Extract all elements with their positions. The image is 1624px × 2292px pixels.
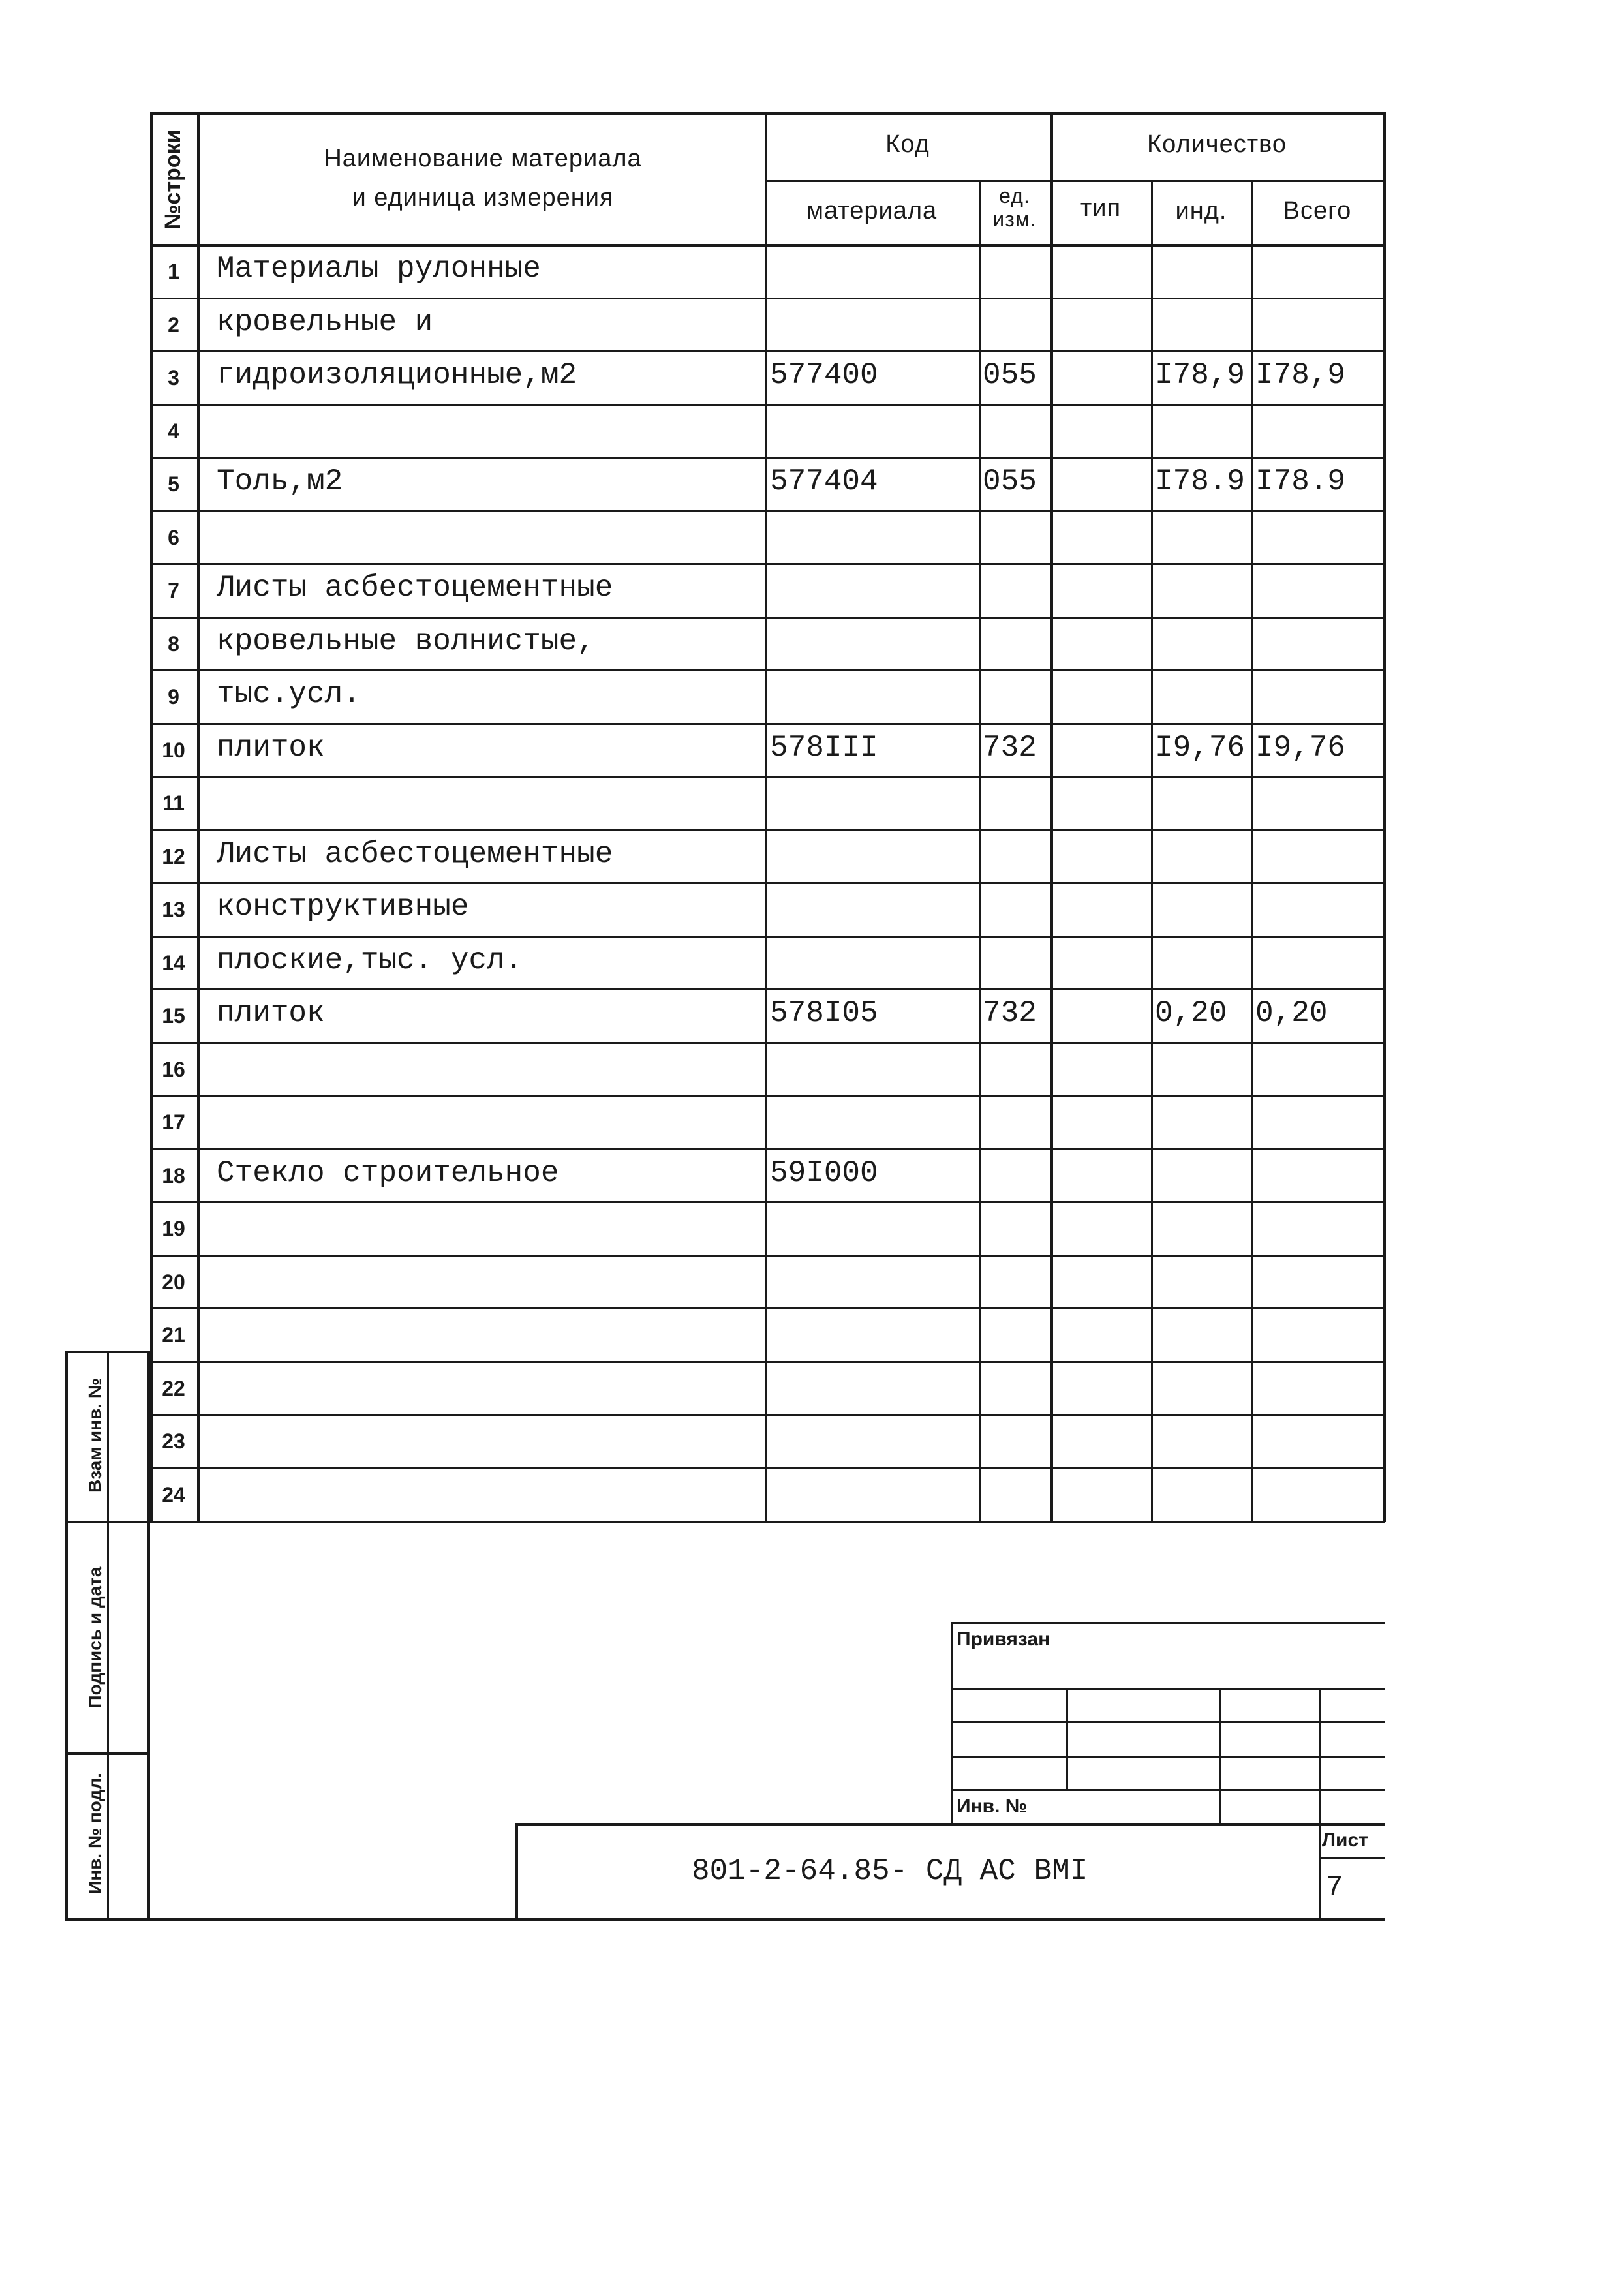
- row-name: плиток: [217, 730, 325, 765]
- row-number: 22: [162, 1376, 185, 1400]
- row-ind: 0,20: [1155, 996, 1227, 1030]
- privyazan-label: Привязан: [957, 1628, 1050, 1650]
- row-number: 3: [168, 366, 179, 390]
- row-number: 6: [168, 525, 179, 549]
- code-unit-header-line2: изм.: [992, 207, 1037, 231]
- row-number: 23: [162, 1429, 185, 1453]
- row-code: 59I000: [770, 1155, 878, 1190]
- row-number: 9: [168, 685, 179, 709]
- row-number: 24: [162, 1482, 185, 1506]
- code-material-header: материала: [806, 197, 938, 224]
- row-unit: 732: [983, 730, 1037, 765]
- row-name: плоские,тыс. усл.: [217, 943, 523, 977]
- row-unit: 055: [983, 358, 1037, 392]
- row-code: 577404: [770, 465, 878, 498]
- code-header: Код: [885, 130, 930, 158]
- row-number: 12: [162, 844, 185, 868]
- row-name: Стекло строительное: [217, 1155, 559, 1190]
- sheet-number: 7: [1326, 1871, 1343, 1904]
- row-number: 20: [162, 1270, 185, 1294]
- row-code: 578I05: [770, 996, 878, 1030]
- row-number: 5: [168, 472, 179, 496]
- name-header-line1: Наименование материала: [324, 145, 642, 172]
- row-name: Толь,м2: [217, 465, 343, 498]
- row-code: 578III: [770, 730, 878, 765]
- row-unit: 055: [983, 465, 1037, 498]
- name-header-line2: и единица измерения: [352, 184, 614, 211]
- row-ind: I9,76: [1155, 730, 1246, 765]
- row-number: 17: [162, 1110, 185, 1134]
- row-ind: I78,9: [1155, 358, 1246, 392]
- quantity-header: Количество: [1146, 130, 1287, 158]
- quantity-total-header: Всего: [1283, 197, 1352, 224]
- row-unit: 732: [983, 996, 1037, 1030]
- inv-no-label: Инв. №: [957, 1795, 1028, 1817]
- row-total: 0,20: [1255, 996, 1328, 1030]
- row-name: Листы асбестоцементные: [217, 571, 613, 605]
- row-number: 19: [162, 1217, 185, 1240]
- row-number: 4: [168, 419, 179, 443]
- row-number: 21: [162, 1323, 185, 1347]
- stamp-podpis-label: Подпись и дата: [85, 1566, 105, 1709]
- row-code: 577400: [770, 358, 878, 392]
- row-number-header: №строки: [161, 129, 185, 230]
- quantity-ind-header: инд.: [1175, 197, 1227, 224]
- document-code: 801-2-64.85- СД АС ВМI: [692, 1854, 1088, 1888]
- row-total: I9,76: [1255, 730, 1346, 765]
- stamp-vzam-label: Взам инв. №: [85, 1378, 105, 1493]
- row-name: плиток: [217, 996, 325, 1030]
- code-unit-header-line1: ед.: [999, 184, 1030, 207]
- row-number: 1: [168, 260, 179, 283]
- row-name: конструктивные: [217, 890, 469, 924]
- quantity-type-header: тип: [1080, 194, 1122, 222]
- row-name: гидроизоляционные,м2: [217, 358, 577, 392]
- row-name: кровельные и: [217, 305, 433, 339]
- row-name: кровельные волнистые,: [217, 624, 595, 658]
- row-total: I78.9: [1255, 465, 1346, 498]
- sheet-label: Лист: [1322, 1829, 1368, 1851]
- row-name: Листы асбестоцементные: [217, 836, 613, 871]
- row-number: 13: [162, 898, 185, 921]
- row-number: 16: [162, 1057, 185, 1081]
- row-number: 2: [168, 313, 179, 337]
- row-number: 7: [168, 579, 179, 602]
- row-number: 15: [162, 1004, 185, 1028]
- stamp-inv-podl-label: Инв. № подл.: [85, 1773, 105, 1894]
- row-total: I78,9: [1255, 358, 1346, 392]
- row-number: 10: [162, 738, 185, 762]
- row-name: тыс.усл.: [217, 677, 361, 711]
- row-number: 11: [162, 791, 185, 815]
- row-number: 8: [168, 632, 179, 656]
- row-number: 14: [162, 951, 185, 975]
- row-ind: I78.9: [1155, 465, 1246, 498]
- row-name: Материалы рулонные: [217, 252, 541, 286]
- row-number: 18: [162, 1163, 185, 1187]
